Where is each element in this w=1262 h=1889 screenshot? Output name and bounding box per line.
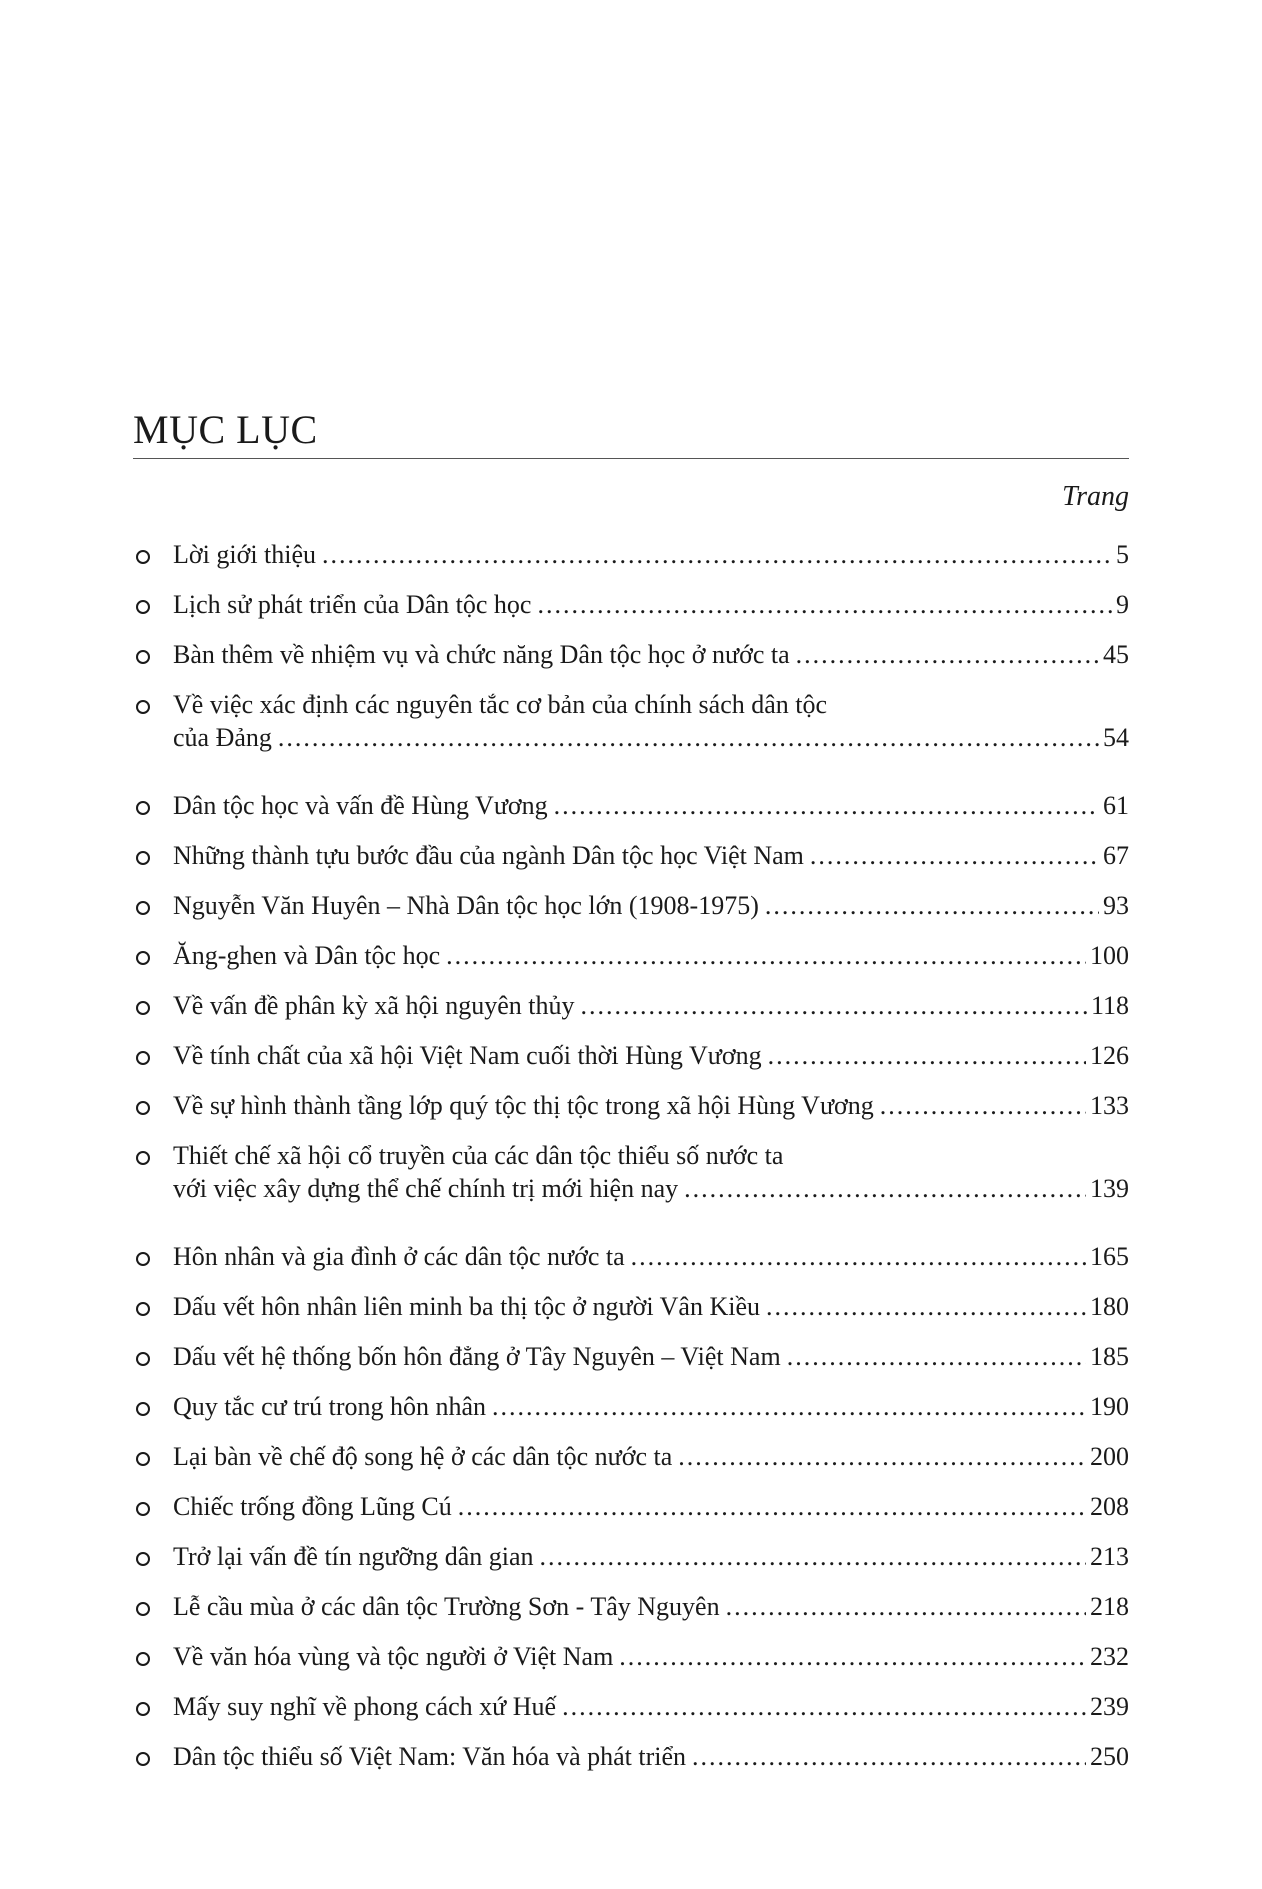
toc-entry-row [173,1340,1129,1374]
dot-leader [631,1240,1086,1274]
toc-entry-page: 5 [1116,540,1129,569]
toc-entry-row [173,1089,1129,1123]
toc-entry-row [173,638,1129,672]
circle-bullet-icon [136,1452,150,1466]
toc-entry-title: với việc xây dựng thể chế chính trị mới hiện nay [173,1174,679,1203]
toc-entry-page: 93 [1103,891,1129,920]
circle-bullet-icon [136,1051,150,1065]
dot-leader [562,1690,1086,1724]
toc-entry-row [173,1039,1129,1073]
toc-entry-page: 250 [1090,1742,1129,1771]
toc-entry-page: 185 [1090,1342,1129,1371]
circle-bullet-icon [136,1652,150,1666]
toc-entry-row [173,789,1129,823]
toc-entry-row [173,1390,1129,1424]
toc-entry-page: 239 [1090,1692,1129,1721]
toc-entry-page: 190 [1090,1392,1129,1421]
circle-bullet-icon [136,1151,150,1165]
page-column-label: Trang [1062,481,1129,512]
toc-entry-title: Nguyễn Văn Huyên – Nhà Dân tộc học lớn (1908-1975) [173,891,759,920]
dot-leader [619,1640,1086,1674]
toc-entry-page: 213 [1090,1542,1129,1571]
dot-leader [810,839,1099,873]
circle-bullet-icon [136,1001,150,1015]
dot-leader [768,1039,1086,1073]
toc-entry-title: Bàn thêm về nhiệm vụ và chức năng Dân tộc học ở nước ta [173,640,790,669]
toc-entry-title: Chiếc trống đồng Lũng Cú [173,1492,452,1521]
circle-bullet-icon [136,951,150,965]
toc-entry-page: 208 [1090,1492,1129,1521]
circle-bullet-icon [136,1252,150,1266]
toc-entry-title: Dân tộc học và vấn đề Hùng Vương [173,791,548,820]
toc-entry-page: 165 [1090,1242,1129,1271]
circle-bullet-icon [136,1552,150,1566]
toc-entry-row [173,889,1129,923]
dot-leader [766,1290,1086,1324]
dot-leader [765,889,1099,923]
dot-leader [278,721,1099,755]
circle-bullet-icon [136,1502,150,1516]
toc-entry-row [173,1690,1129,1724]
dot-leader [492,1390,1086,1424]
toc-entry-page: 139 [1090,1174,1129,1203]
toc-entry-page: 200 [1090,1442,1129,1471]
toc-entry-page: 54 [1103,723,1129,752]
toc-entry-title: Những thành tựu bước đầu của ngành Dân tộc học Việt Nam [173,841,804,870]
toc-entry-title: Dấu vết hệ thống bốn hôn đẳng ở Tây Nguyên – Việt Nam [173,1342,781,1371]
toc-entry-page: 45 [1103,640,1129,669]
dot-leader [726,1590,1086,1624]
toc-entry-row [173,538,1129,572]
toc-entry-page: 126 [1090,1041,1129,1070]
toc-entry-row [173,721,1129,755]
circle-bullet-icon [136,1752,150,1766]
toc-entry-page: 180 [1090,1292,1129,1321]
circle-bullet-icon [136,1302,150,1316]
dot-leader [880,1089,1086,1123]
circle-bullet-icon [136,700,150,714]
circle-bullet-icon [136,1402,150,1416]
toc-entry-title: Về văn hóa vùng và tộc người ở Việt Nam [173,1642,614,1671]
circle-bullet-icon [136,600,150,614]
dot-leader [322,538,1112,572]
toc-entry-page: 118 [1090,991,1129,1020]
toc-entry-title: Dấu vết hôn nhân liên minh ba thị tộc ở người Vân Kiều [173,1292,761,1321]
circle-bullet-icon [136,801,150,815]
circle-bullet-icon [136,550,150,564]
toc-entry-row [173,1590,1129,1624]
toc-entry-row [173,1172,1129,1206]
toc-entry-title: Hôn nhân và gia đình ở các dân tộc nước ta [173,1242,625,1271]
toc-entry-title: Lễ cầu mùa ở các dân tộc Trường Sơn - Tây Nguyên [173,1592,720,1621]
toc-entry-row [173,1740,1129,1774]
toc-entry-title: của Đảng [173,723,272,752]
toc-entry-row [173,588,1129,622]
dot-leader [537,588,1112,622]
dot-leader [796,638,1099,672]
dot-leader [692,1740,1086,1774]
toc-entry-row [173,1290,1129,1324]
toc-entry-page: 61 [1103,791,1129,820]
dot-leader [787,1340,1086,1374]
toc-entry-title: Lịch sử phát triển của Dân tộc học [173,590,532,619]
toc-entry-row [173,1490,1129,1524]
toc-entry-page: 133 [1090,1091,1129,1120]
dot-leader [458,1490,1086,1524]
toc-entry-page: 9 [1116,590,1129,619]
toc-entry-title: Về tính chất của xã hội Việt Nam cuối thời Hùng Vương [173,1041,762,1070]
dot-leader [554,789,1099,823]
circle-bullet-icon [136,1101,150,1115]
dot-leader [684,1172,1086,1206]
dot-leader [446,939,1086,973]
circle-bullet-icon [136,1602,150,1616]
circle-bullet-icon [136,851,150,865]
toc-entry-title: Về vấn đề phân kỳ xã hội nguyên thủy [173,991,575,1020]
toc-entry-page: 100 [1090,941,1129,970]
toc-entry-row [173,939,1129,973]
circle-bullet-icon [136,650,150,664]
dot-leader [678,1440,1086,1474]
toc-entry-title: Lại bàn về chế độ song hệ ở các dân tộc nước ta [173,1442,673,1471]
title-rule [133,458,1129,459]
toc-entry-row [173,989,1129,1023]
dot-leader [540,1540,1086,1574]
toc-entry-row [173,1640,1129,1674]
toc-entry-row [173,839,1129,873]
toc-entry-row [173,1540,1129,1574]
toc-entry-page: 67 [1103,841,1129,870]
toc-entry-title: Quy tắc cư trú trong hôn nhân [173,1392,487,1421]
page-title: MỤC LỤC [133,407,318,452]
toc-entry-title: Ăng-ghen và Dân tộc học [173,941,441,970]
toc-entry-title: Mấy suy nghĩ về phong cách xứ Huế [173,1692,557,1721]
toc-entry-title: Về sự hình thành tầng lớp quý tộc thị tộc trong xã hội Hùng Vương [173,1091,874,1120]
toc-entry-row [173,1440,1129,1474]
toc-entry-page: 232 [1090,1642,1129,1671]
toc-entry-title: Lời giới thiệu [173,540,317,569]
circle-bullet-icon [136,1702,150,1716]
toc-entry-title: Trở lại vấn đề tín ngưỡng dân gian [173,1542,534,1571]
toc-entry-page: 218 [1090,1592,1129,1621]
toc-entry-title-line: Thiết chế xã hội cổ truyền của các dân tộc thiểu số nước ta [173,1141,784,1170]
toc-entry-title-line: Về việc xác định các nguyên tắc cơ bản của chính sách dân tộc [173,690,828,719]
dot-leader [580,989,1086,1023]
circle-bullet-icon [136,901,150,915]
circle-bullet-icon [136,1352,150,1366]
toc-entry-title: Dân tộc thiểu số Việt Nam: Văn hóa và phát triển [173,1742,687,1771]
toc-entry-row [173,1240,1129,1274]
